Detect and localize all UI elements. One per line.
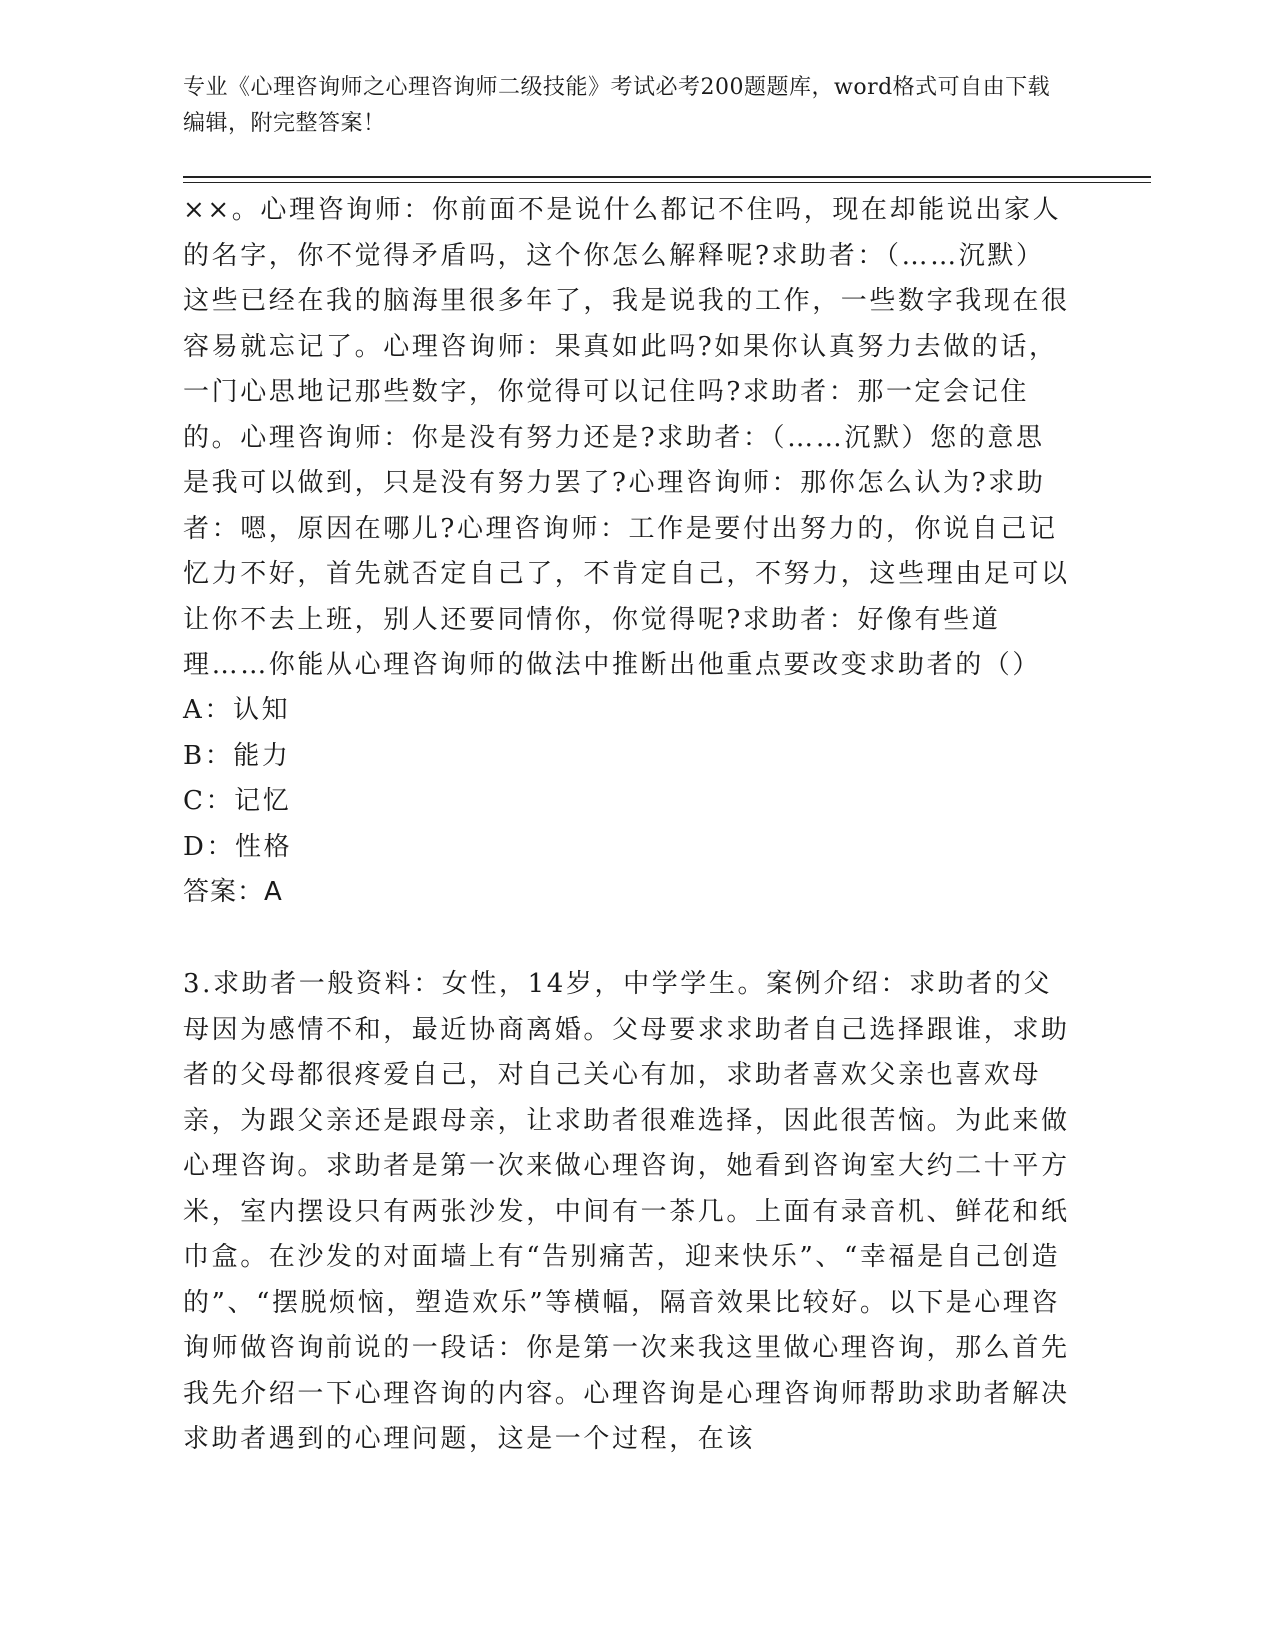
question-2-answer: 答案：A <box>183 877 283 907</box>
option-d: D：性格 <box>183 831 293 862</box>
option-a: A：认知 <box>183 695 291 725</box>
question-2-text: ××。心理咨询师：你前面不是说什么都记不住吗，现在却能说出家人的名字，你不觉得矛盾吗，这个你怎么解释呢?求助者：（……沉默）这些已经在我的脑海里很多年了，我是说我的工作，一些数字我现在很容易就忘记了。心理咨询师：果真如此吗?如果你认真努力去做的话，一门心思地记那些数字，你觉得可以记住吗?求助者：那一定会记住的。心理咨询师：你是没有努力还是?求助者：（……沉默）您的意思是我可以做到，只是没有努力罢了?心理咨询师：那你怎么认为?求助者：嗯，原因在哪儿?心理咨询师：工作是要付出努力的，你说自己记忆力不好，首先就否定自己了，不肯定自己，不努力，这些理由足可以让你不去上班，别人还要同情你，你觉得呢?求助者：好像有些道理……你能从心理咨询师的做法中推断出他重点要改变求助者的（） <box>183 195 1070 680</box>
header-divider-thin <box>183 182 1151 183</box>
question-2-options <box>183 688 292 870</box>
question-3-text: 3.求助者一般资料：女性，14岁，中学学生。案例介绍：求助者的父母因为感情不和，最近协商离婚。父母要求求助者自己选择跟谁，求助者的父母都很疼爱自己，对自己关心有加，求助者喜欢父亲也喜欢母亲，为跟父亲还是跟母亲，让求助者很难选择，因此很苦恼。为此来做心理咨询。求助者是第一次来做心理咨询，她看到咨询室大约二十平方米，室内摆设只有两张沙发，中间有一茶几。上面有录音机、鲜花和纸巾盒。在沙发的对面墙上有“告别痛苦，迎来快乐”、“幸福是自己创造的”、“摆脱烦恼，塑造欢乐”等横幅，隔音效果比较好。以下是心理咨询师做咨询前说的一段话：你是第一次来我这里做心理咨询，那么首先我先介绍一下心理咨询的内容。心理咨询是心理咨询师帮助求助者解决求助者遇到的心理问题，这是一个过程，在该 <box>183 969 1070 1454</box>
header-divider-thick <box>183 176 1151 178</box>
document-header: 专业《心理咨询师之心理咨询师二级技能》考试必考200题题库，word格式可自由下载编辑，附完整答案！ <box>183 75 1051 136</box>
option-c: C：记忆 <box>183 786 292 816</box>
option-b: B：能力 <box>183 740 291 771</box>
